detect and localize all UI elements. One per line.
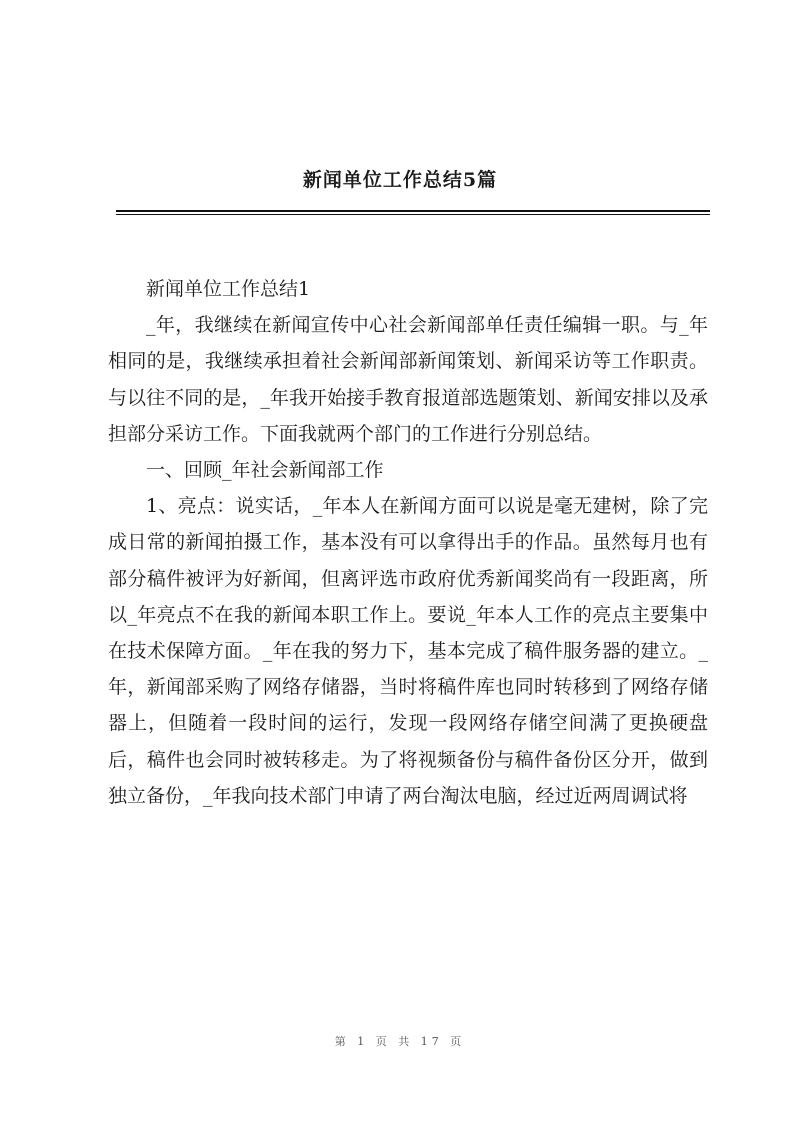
section-heading: 一、回顾_年社会新闻部工作 (146, 459, 384, 482)
section-heading: 新闻单位工作总结1 (146, 278, 311, 300)
document-title: 新闻单位工作总结5篇 (302, 169, 498, 191)
body-paragraph: 1、亮点：说实话，_年本人在新闻方面可以说是毫无建树，除了完成日常的新闻拍摄工作，基本没有可以拿得出手的作品。虽然每月也有部分稿件被评为好新闻，但离评选市政府优秀新闻奖尚有一段距离，所以_年亮点不在我的新闻本职工作上。要说_年本人工作的亮点主要集中在技术保障方面。_年在我的努力下，基本完成了稿件服务器的建立。_年，新闻部采购了网络存储器，当时将稿件库也同时转移到了网络存储器上，但随着一段时间的运行，发现一段网络存储空间满了更换硬盘后，稿件也会同时被转移走。为了将视频备份与稿件备份区分开，做到独立备份，_年我向技术部门申请了两台淘汰电脑，经过近两周调试将 (108, 495, 708, 807)
document-body (108, 271, 708, 814)
page-footer: 第 1 页 共 17 页 (334, 1035, 466, 1048)
title-divider (116, 210, 710, 215)
body-paragraph: _年，我继续在新闻宣传中心社会新闻部单任责任编辑一职。与_年相同的是，我继续承担着社会新闻部新闻策划、新闻采访等工作职责。与以往不同的是，_年我开始接手教育报道部选题策划、新闻安排以及承担部分采访工作。下面我就两个部门的工作进行分别总结。 (108, 314, 708, 445)
